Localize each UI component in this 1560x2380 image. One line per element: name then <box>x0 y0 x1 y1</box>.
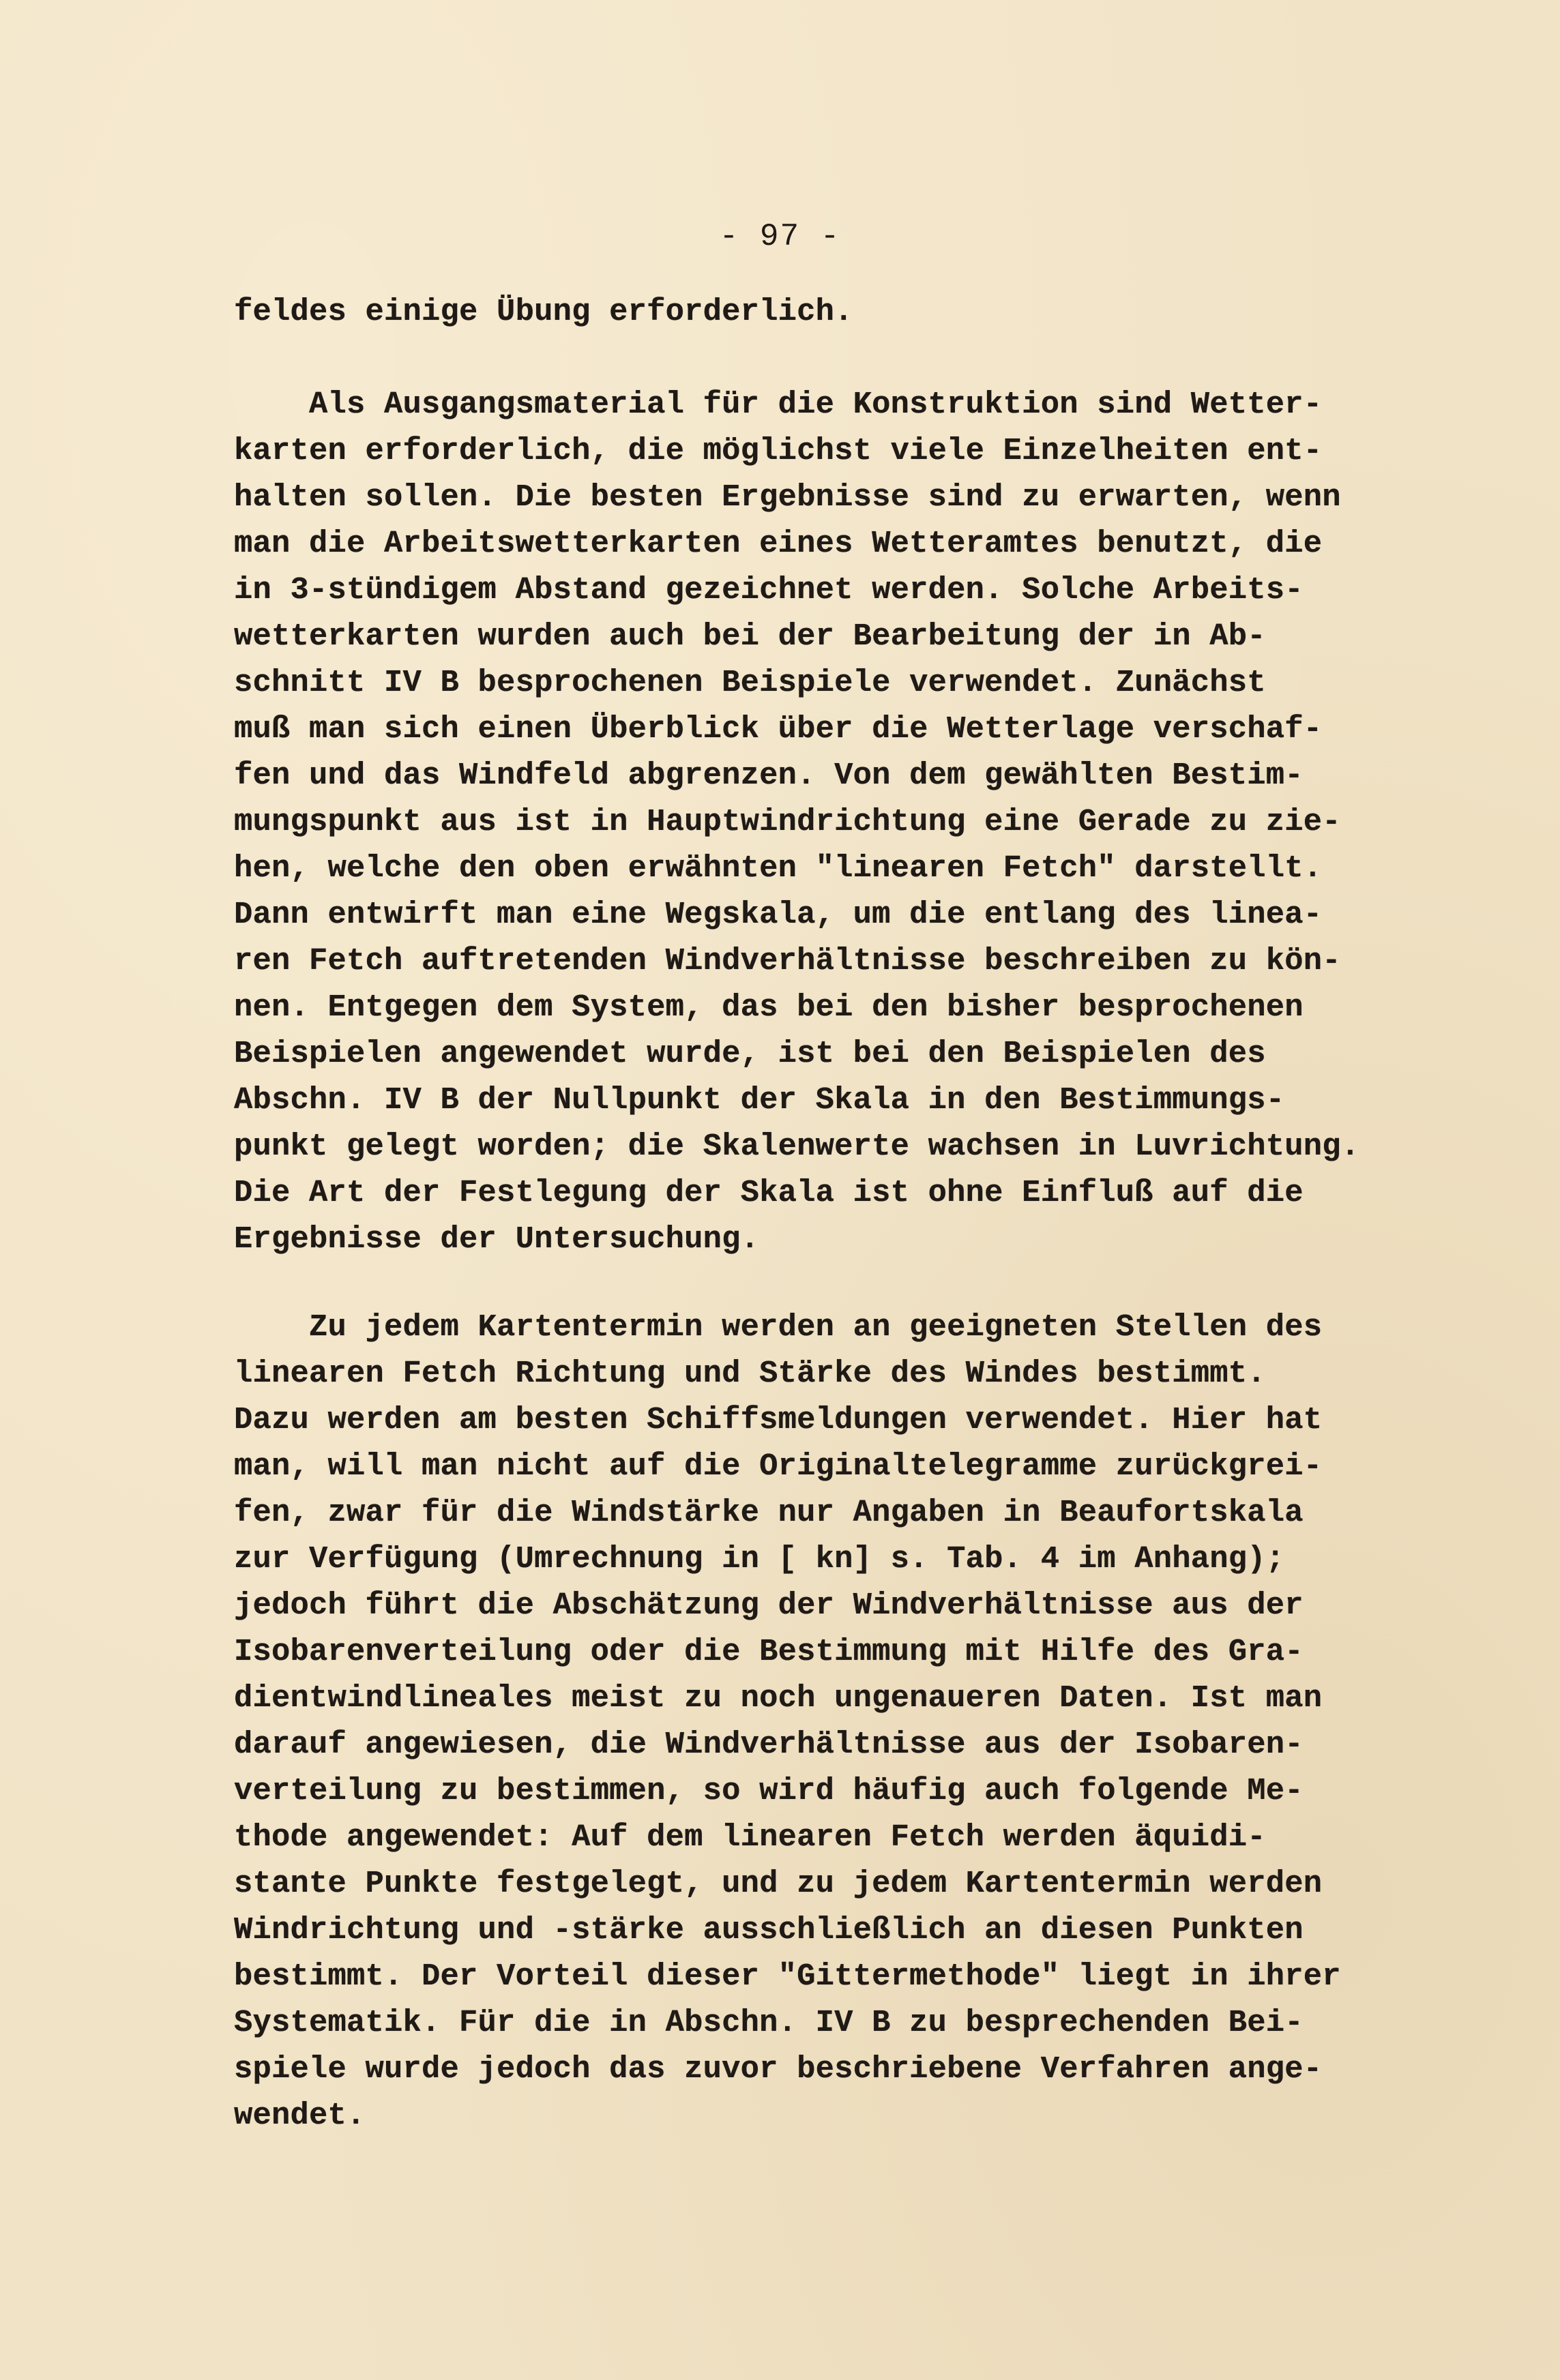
text-line: Als Ausgangsmaterial für die Konstruktion sind Wetter- <box>234 387 1323 422</box>
text-line: muß man sich einen Überblick über die Wetterlage verschaf- <box>234 711 1323 747</box>
page-number: - 97 - <box>719 219 841 254</box>
text-line: hen, welche den oben erwähnten "linearen Fetch" darstellt. <box>234 850 1323 886</box>
text-line: man die Arbeitswetterkarten eines Wetteramtes benutzt, die <box>234 526 1323 561</box>
text-line: wendet. <box>234 2098 366 2133</box>
text-line: Abschn. IV B der Nullpunkt der Skala in den Bestimmungs- <box>234 1082 1285 1118</box>
text-line: Isobarenverteilung oder die Bestimmung mit Hilfe des Gra- <box>234 1634 1304 1669</box>
text-line: bestimmt. Der Vorteil dieser "Gittermethode" liegt in ihrer <box>234 1959 1341 1994</box>
text-line: fen, zwar für die Windstärke nur Angaben in Beaufortskala <box>234 1495 1304 1530</box>
text-line: halten sollen. Die besten Ergebnisse sind zu erwarten, wenn <box>234 479 1341 515</box>
text-line: spiele wurde jedoch das zuvor beschriebene Verfahren ange- <box>234 2051 1323 2087</box>
text-line: Windrichtung und -stärke ausschließlich an diesen Punkten <box>234 1912 1304 1948</box>
text-line: karten erforderlich, die möglichst viele Einzelheiten ent- <box>234 433 1323 468</box>
text-line: zur Verfügung (Umrechnung in [ kn] s. Tab. 4 im Anhang); <box>234 1541 1285 1577</box>
text-line: ren Fetch auftretenden Windverhältnisse beschreiben zu kön- <box>234 943 1341 979</box>
text-line: fen und das Windfeld abgrenzen. Von dem gewählten Bestim- <box>234 758 1304 793</box>
text-line: nen. Entgegen dem System, das bei den bisher besprochenen <box>234 990 1304 1025</box>
text-line: Dann entwirft man eine Wegskala, um die entlang des linea- <box>234 897 1323 932</box>
text-line: man, will man nicht auf die Originaltelegramme zurückgrei- <box>234 1448 1323 1484</box>
text-line: in 3-stündigem Abstand gezeichnet werden. Solche Arbeits- <box>234 572 1304 608</box>
text-line: linearen Fetch Richtung und Stärke des Windes bestimmt. <box>234 1356 1266 1391</box>
text-line: Die Art der Festlegung der Skala ist ohne Einfluß auf die <box>234 1175 1304 1210</box>
text-line: Dazu werden am besten Schiffsmeldungen verwendet. Hier hat <box>234 1402 1323 1438</box>
text-line: Beispielen angewendet wurde, ist bei den Beispielen des <box>234 1036 1266 1071</box>
text-line: wetterkarten wurden auch bei der Bearbeitung der in Ab- <box>234 619 1266 654</box>
text-line: punkt gelegt worden; die Skalenwerte wachsen in Luvrichtung. <box>234 1129 1360 1164</box>
text-line: Systematik. Für die in Abschn. IV B zu besprechenden Bei- <box>234 2005 1304 2040</box>
text-line: Ergebnisse der Untersuchung. <box>234 1221 760 1257</box>
text-line: feldes einige Übung erforderlich. <box>234 294 853 329</box>
text-line: schnitt IV B besprochenen Beispiele verwendet. Zunächst <box>234 665 1266 700</box>
text-line: dientwindlineales meist zu noch ungenaueren Daten. Ist man <box>234 1680 1323 1716</box>
text-line: verteilung zu bestimmen, so wird häufig auch folgende Me- <box>234 1773 1304 1809</box>
text-line: stante Punkte festgelegt, und zu jedem Kartentermin werden <box>234 1866 1323 1901</box>
text-line: mungspunkt aus ist in Hauptwindrichtung eine Gerade zu zie- <box>234 804 1341 839</box>
text-line: thode angewendet: Auf dem linearen Fetch werden äquidi- <box>234 1819 1266 1855</box>
text-line: Zu jedem Kartentermin werden an geeigneten Stellen des <box>234 1309 1323 1345</box>
text-line: jedoch führt die Abschätzung der Windverhältnisse aus der <box>234 1588 1304 1623</box>
text-line: darauf angewiesen, die Windverhältnisse aus der Isobaren- <box>234 1727 1304 1762</box>
